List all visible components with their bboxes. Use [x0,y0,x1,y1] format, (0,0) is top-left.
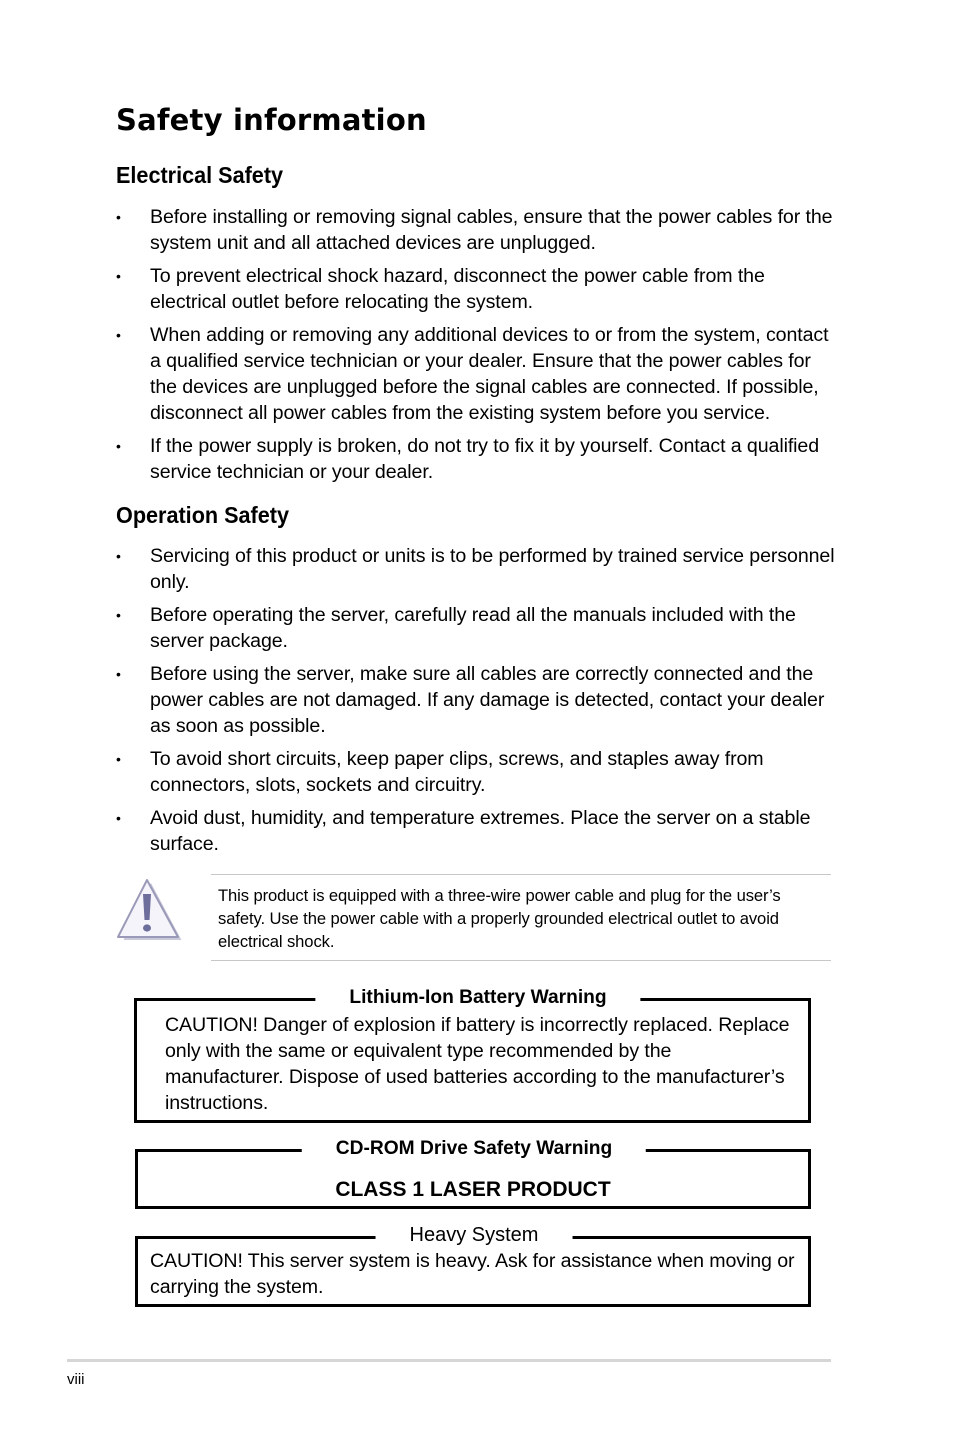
bullet-icon: • [116,268,121,284]
list-item-text: Before installing or removing signal cables, ensure that the power cables for the system unit and all attached devices are unplugged. [150,206,833,254]
note-box [211,874,831,961]
list-item-text: Avoid dust, humidity, and temperature extremes. Place the server on a stable surface. [150,807,811,855]
heavy-system-warning-text: CAUTION! This server system is heavy. Ask for assistance when moving or carrying the system. [150,1250,795,1298]
bullet-icon: • [116,810,121,826]
battery-warning-title: Lithium-Ion Battery Warning [315,986,640,1010]
bullet-icon: • [116,666,121,682]
heavy-system-warning-title: Heavy System [376,1223,573,1247]
footer-divider [67,1359,831,1362]
bullet-icon: • [116,751,121,767]
laser-product-label: CLASS 1 LASER PRODUCT [335,1178,611,1201]
list-item [116,433,836,485]
list-item [116,602,836,654]
list-item [116,746,836,798]
list-item-text: When adding or removing any additional devices to or from the system, contact a qualified service technician or your dealer. Ensure that the power cables for the devices are unplugged before the signal cables are connected. If possible, disconnect all power cables from the existing system before you service. [150,324,829,424]
page-title: Safety information [116,103,427,137]
warning-triangle-icon [116,878,182,940]
note-text: This product is equipped with a three-wire power cable and plug for the user’s safety. Use the power cable with a properly grounded electrical outlet to avoid electrical shock. [218,886,781,951]
bullet-icon: • [116,209,121,225]
page-number: viii [67,1371,85,1388]
operation-safety-heading: Operation Safety [116,502,290,528]
list-item-text: To prevent electrical shock hazard, disconnect the power cable from the electrical outlet before relocating the system. [150,265,765,313]
bullet-icon: • [116,327,121,343]
bullet-icon: • [116,438,121,454]
electrical-safety-heading: Electrical Safety [116,162,284,188]
bullet-icon: • [116,548,121,564]
cdrom-warning-title: CD-ROM Drive Safety Warning [302,1137,646,1161]
list-item-text: If the power supply is broken, do not try to fix it by yourself. Contact a qualified service technician or your dealer. [150,435,820,483]
list-item [116,661,836,739]
bullet-icon: • [116,607,121,623]
list-item [116,263,836,315]
electrical-safety-list [116,204,836,492]
list-item-text: Servicing of this product or units is to be performed by trained service personnel only. [150,545,835,593]
list-item-text: To avoid short circuits, keep paper clips, screws, and staples away from connectors, slots, sockets and circuitry. [150,748,764,796]
list-item-text: Before operating the server, carefully read all the manuals included with the server package. [150,604,796,652]
list-item-text: Before using the server, make sure all cables are correctly connected and the power cables are not damaged. If any damage is detected, contact your dealer as soon as possible. [150,663,825,737]
battery-warning-box [134,998,811,1123]
list-item [116,543,836,595]
list-item [116,805,836,857]
operation-safety-list [116,543,836,864]
battery-warning-text: CAUTION! Danger of explosion if battery is incorrectly replaced. Replace only with the same or equivalent type recommended by the manufacturer. Dispose of used batteries according to the manufacturer’s instructions. [165,1014,790,1114]
list-item [116,204,836,256]
list-item [116,322,836,426]
